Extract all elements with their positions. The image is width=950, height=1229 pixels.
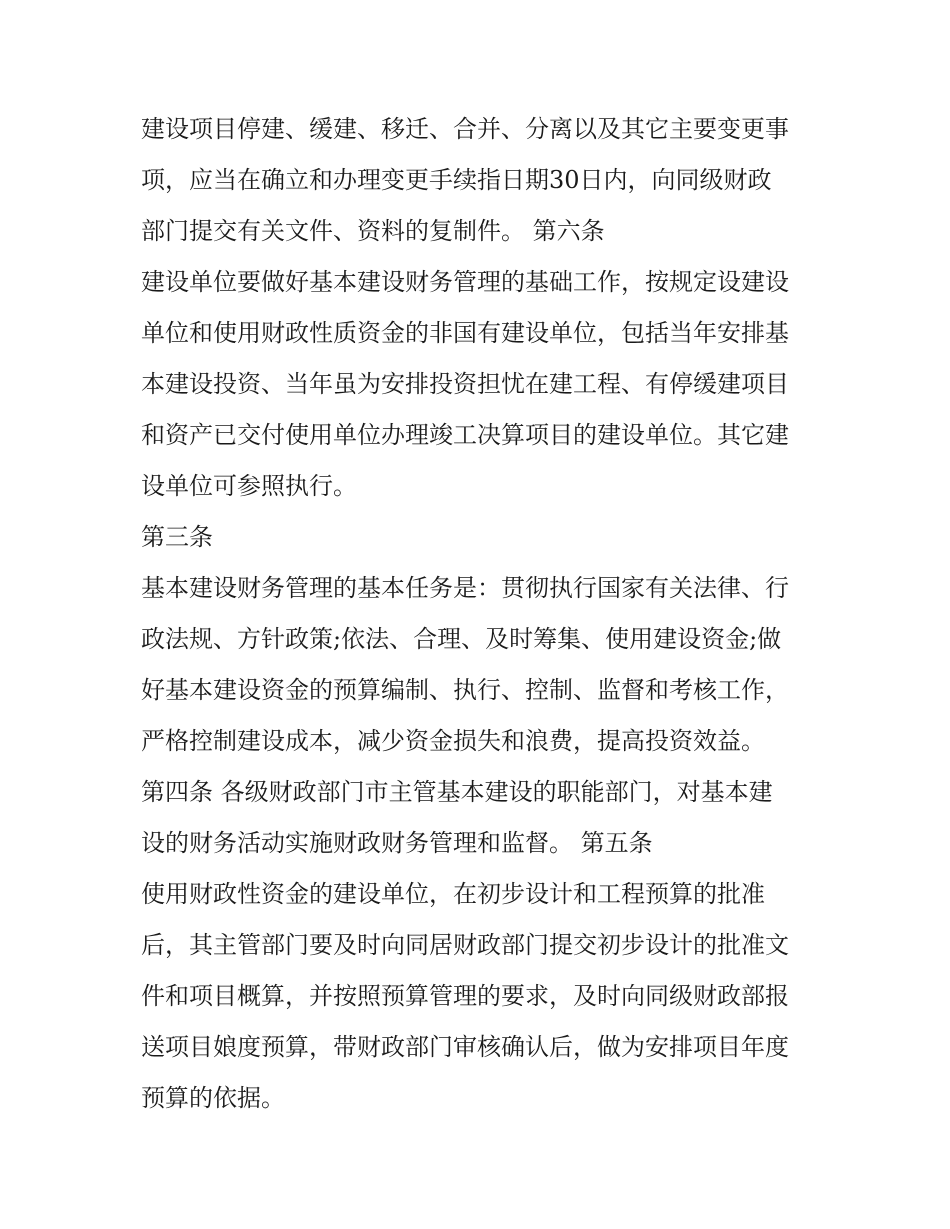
text-line: 件和项目概算，并按照预算管理的要求，及时向同级财政部报 (141, 982, 789, 1010)
text-line: 和资产已交付使用单位办理竣工决算项目的建设单位。其它建 (141, 421, 789, 449)
text-line: 项，应当在确立和办理变更手续指日期30日内，向同级财政 (141, 166, 772, 194)
text-line: 本建设投资、当年虽为安排投资担忧在建工程、有停缓建项目 (141, 370, 789, 398)
article-heading: 第三条 (141, 523, 213, 551)
text-line: 政法规、方针政策;依法、合理、及时筹集、使用建设资金;做 (141, 625, 782, 653)
text-line: 设单位可参照执行。 (141, 472, 357, 500)
text-line: 预算的依据。 (141, 1084, 285, 1112)
text-line: 建设单位要做好基本建设财务管理的基础工作，按规定设建设 (141, 268, 789, 296)
text-line: 好基本建设资金的预算编制、执行、控制、监督和考核工作， (141, 676, 789, 704)
text-line: 送项目娘度预算，带财政部门审核确认后，做为安排项目年度 (141, 1033, 789, 1061)
document-body (141, 104, 821, 1124)
text-line: 设的财务活动实施财政财务管理和监督。 第五条 (141, 829, 653, 857)
text-line: 部门提交有关文件、资料的复制件。 第六条 (141, 217, 605, 245)
text-line: 基本建设财务管理的基本任务是：贯彻执行国家有关法律、行 (141, 574, 789, 602)
text-line: 单位和使用财政性质资金的非国有建设单位，包括当年安排基 (141, 319, 789, 347)
text-line: 后，其主管部门要及时向同居财政部门提交初步设计的批准文 (141, 931, 789, 959)
text-line: 使用财政性资金的建设单位，在初步设计和工程预算的批准 (141, 880, 765, 908)
text-line: 建设项目停建、缓建、移迁、合并、分离以及其它主要变更事 (141, 115, 789, 143)
text-line: 严格控制建设成本，减少资金损失和浪费，提高投资效益。 (141, 727, 765, 755)
text-line: 第四条 各级财政部门市主管基本建设的职能部门，对基本建 (141, 778, 773, 806)
